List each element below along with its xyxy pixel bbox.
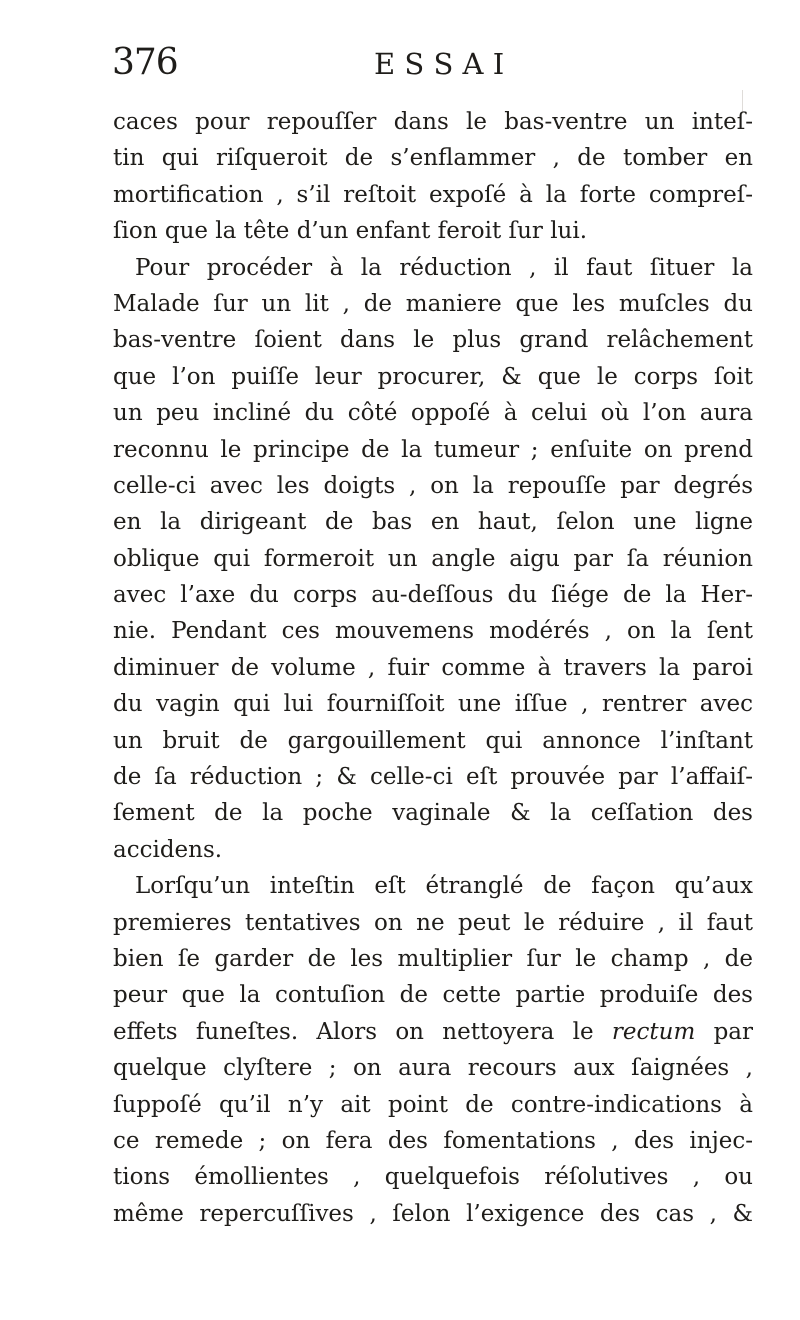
- text-line: diminuer de volume , fuir comme à travers la paroi: [113, 654, 753, 681]
- body-text: [113, 104, 753, 1232]
- text-line: reconnu le principe de la tumeur ; enſuite on prend: [113, 436, 753, 463]
- text-line: un bruit de gargouillement qui annonce l’inſtant: [113, 727, 753, 754]
- text-line: ſuppoſé qu’il n’y ait point de contre-indications à: [113, 1091, 753, 1118]
- text-line: ſement de la poche vaginale & la ceſſation des: [113, 800, 753, 827]
- text-line: quelque clyſtere ; on aura recours aux ſaignées ,: [113, 1055, 753, 1082]
- text-segment: par: [713, 1018, 754, 1045]
- text-line: en la dirigeant de bas en haut, ſelon une ligne: [113, 509, 753, 536]
- text-line: bas-ventre ſoient dans le plus grand relâchement: [113, 327, 753, 354]
- text-segment: effets funeſtes. Alors on nettoyera le: [113, 1018, 594, 1045]
- text-line: Malade ſur un lit , de maniere que les muſcles du: [113, 290, 753, 317]
- text-line: avec l’axe du corps au-deſſous du ſiége de la Her-: [113, 582, 753, 609]
- text-line: ce remede ; on fera des fomentations , des injec-: [113, 1127, 753, 1154]
- page-number: 376: [112, 42, 178, 83]
- text-line: Pour procéder à la réduction , il faut ſituer la: [135, 254, 753, 281]
- text-line: accidens.: [113, 836, 223, 863]
- text-line: premieres tentatives on ne peut le réduire , il faut: [113, 909, 753, 936]
- text-line: de ſa réduction ; & celle-ci eſt prouvée par l’affaiſ-: [113, 764, 753, 791]
- text-line: tions émollientes , quelquefois réſolutives , ou: [113, 1164, 753, 1191]
- text-line: celle-ci avec les doigts , on la repouſſe par degrés: [113, 472, 753, 499]
- text-line: du vagin qui lui fourniſſoit une iſſue , rentrer avec: [113, 691, 753, 718]
- text-line: bien ſe garder de les multiplier ſur le champ , de: [113, 945, 753, 972]
- text-line: ſion que la tête d’un enfant feroit ſur lui.: [113, 218, 588, 245]
- text-line: mortification , s’il reſtoit expoſé à la forte compreſ-: [113, 181, 753, 208]
- text-line: peur que la contuſion de cette partie produiſe des: [113, 982, 753, 1009]
- italic-word: rectum: [611, 1018, 696, 1045]
- text-line: que l’on puiſſe leur procurer, & que le corps ſoit: [113, 363, 753, 390]
- page-header: [112, 42, 532, 90]
- text-line: tin qui riſqueroit de s’enflammer , de tomber en: [113, 145, 753, 172]
- text-line: nie. Pendant ces mouvemens modérés , on la ſent: [113, 618, 753, 645]
- text-line: même repercuſſives , ſelon l’exigence des cas , &: [113, 1200, 753, 1227]
- text-line-with-italic: [113, 1014, 753, 1050]
- text-line: Lorſqu’un inteſtin eſt étranglé de façon qu’aux: [135, 873, 753, 900]
- text-line: un peu incliné du côté oppoſé à celui où l’on aura: [113, 400, 753, 427]
- text-line: caces pour repouſſer dans le bas-ventre un inteſ-: [113, 109, 753, 135]
- text-line: oblique qui formeroit un angle aigu par ſa réunion: [113, 545, 753, 572]
- running-head: E S S A I: [374, 47, 505, 81]
